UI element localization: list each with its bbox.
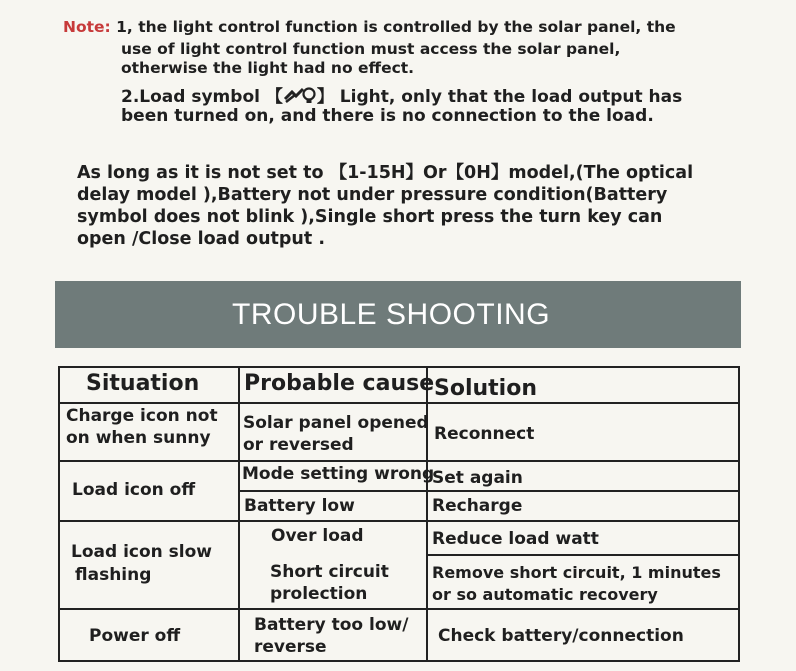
load-output-paragraph <box>77 162 757 250</box>
paragraph-line-4: open /Close load output . <box>77 229 325 249</box>
table-cell-cause: Solar panel opened <box>243 413 429 433</box>
banner-title: TROUBLE SHOOTING <box>232 298 551 331</box>
table-cell-cause: prolection <box>270 584 368 604</box>
bracket-close: 】 <box>316 87 334 107</box>
table-cell-solution: Remove short circuit, 1 minutes <box>432 563 721 582</box>
note-item1-line3: otherwise the light had no effect. <box>121 59 415 77</box>
header-probable-cause: Probable cause <box>244 371 435 396</box>
row-divider <box>238 490 738 492</box>
table-cell-solution: or so automatic recovery <box>432 585 658 604</box>
table-cell-solution: Reconnect <box>434 424 535 444</box>
trouble-shooting-banner <box>55 281 741 348</box>
header-solution: Solution <box>434 376 537 401</box>
row-divider <box>60 608 738 610</box>
note-line-1 <box>63 18 676 37</box>
row-divider <box>60 460 738 462</box>
column-divider <box>426 368 428 660</box>
table-cell-situation: Power off <box>89 626 181 646</box>
paragraph-line-2: delay model ),Battery not under pressure condition(Battery <box>77 185 668 205</box>
column-divider <box>238 368 240 660</box>
note-item2-line2: been turned on, and there is no connection to the load. <box>121 106 654 126</box>
table-cell-situation: Charge icon not <box>66 406 218 426</box>
note-item2-suffix: Light, only that the load output has <box>333 87 683 107</box>
table-cell-cause: Mode setting wrong <box>242 464 435 484</box>
header-situation: Situation <box>86 371 200 396</box>
paragraph-line-1: As long as it is not set to 【1-15H】Or【0H】model,(The optical <box>77 163 694 183</box>
table-cell-solution: Reduce load watt <box>432 529 599 549</box>
table-cell-situation: flashing <box>75 565 152 585</box>
table-cell-cause: reverse <box>254 637 327 657</box>
table-cell-situation: Load icon slow <box>71 542 213 562</box>
table-cell-solution: Check battery/connection <box>438 626 684 646</box>
row-divider <box>60 520 738 522</box>
bracket-open: 【 <box>265 87 283 107</box>
table-cell-cause: Battery too low/ <box>254 615 409 635</box>
table-cell-solution: Set again <box>432 468 523 488</box>
table-cell-cause: or reversed <box>243 435 354 455</box>
note-label: Note: <box>63 18 111 36</box>
note-item1-line1: 1, the light control function is controlled by the solar panel, the <box>110 18 676 36</box>
table-cell-situation: on when sunny <box>66 428 211 448</box>
trouble-shooting-table <box>58 366 740 662</box>
table-cell-situation: Load icon off <box>72 480 196 500</box>
row-divider <box>60 402 738 404</box>
paragraph-line-3: symbol does not blink ),Single short press the turn key can <box>77 207 663 227</box>
table-cell-cause: Short circuit <box>270 562 389 582</box>
table-cell-cause: Over load <box>271 526 364 546</box>
table-cell-solution: Recharge <box>432 496 523 516</box>
note-item1-line2: use of light control function must access the solar panel, <box>121 40 621 58</box>
row-divider <box>426 554 738 556</box>
note-item2-prefix: 2.Load symbol <box>121 87 266 107</box>
table-cell-cause: Battery low <box>244 496 355 516</box>
